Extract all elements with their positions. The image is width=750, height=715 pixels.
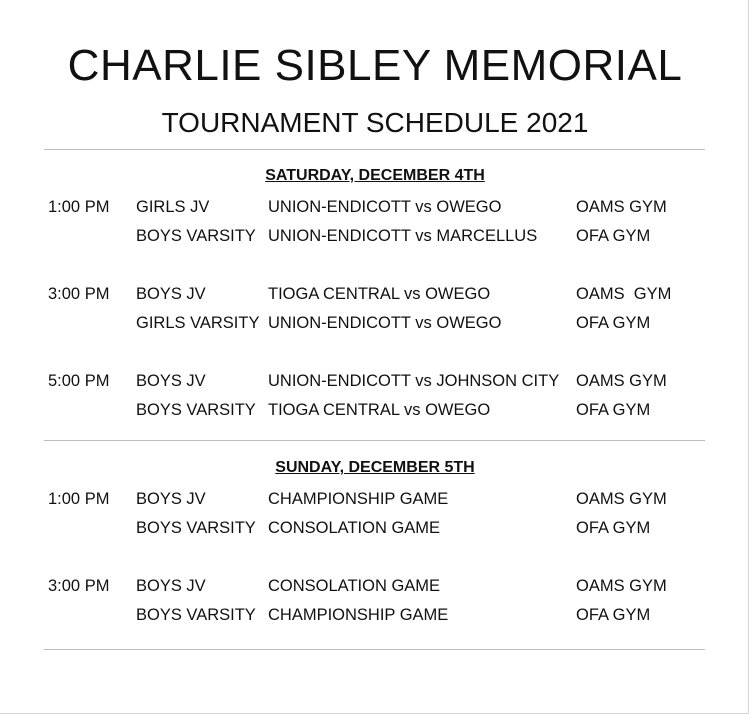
- game-time: 1:00 PM: [48, 490, 110, 508]
- schedule-row: [0, 399, 750, 421]
- game-matchup: CONSOLATION GAME: [268, 519, 441, 537]
- schedule-row: [0, 575, 750, 597]
- schedule-row: [0, 225, 750, 247]
- day-heading-saturday: SATURDAY, DECEMBER 4TH: [265, 167, 485, 184]
- game-division: GIRLS VARSITY: [136, 314, 260, 332]
- game-matchup: CHAMPIONSHIP GAME: [268, 606, 449, 624]
- game-matchup: TIOGA CENTRAL vs OWEGO: [268, 285, 491, 303]
- divider-middle: [44, 440, 705, 441]
- game-matchup: UNION-ENDICOTT vs MARCELLUS: [268, 227, 538, 245]
- game-matchup: UNION-ENDICOTT vs JOHNSON CITY: [268, 372, 560, 390]
- schedule-row: [0, 604, 750, 626]
- game-time: 5:00 PM: [48, 372, 110, 390]
- day-heading-sunday: SUNDAY, DECEMBER 5TH: [275, 459, 475, 476]
- game-location: OFA GYM: [576, 401, 651, 419]
- page-subtitle: TOURNAMENT SCHEDULE 2021: [161, 107, 589, 138]
- game-location: OFA GYM: [576, 519, 651, 537]
- page-title: CHARLIE SIBLEY MEMORIAL: [67, 41, 683, 90]
- game-location: OFA GYM: [576, 314, 651, 332]
- game-division: BOYS VARSITY: [136, 519, 256, 537]
- divider-bottom: [44, 649, 705, 650]
- game-location: OAMS GYM: [576, 577, 667, 595]
- game-division: BOYS VARSITY: [136, 401, 256, 419]
- game-division: BOYS JV: [136, 490, 206, 508]
- game-time: 3:00 PM: [48, 577, 110, 595]
- game-matchup: UNION-ENDICOTT vs OWEGO: [268, 198, 502, 216]
- game-matchup: UNION-ENDICOTT vs OWEGO: [268, 314, 502, 332]
- schedule-row: [0, 488, 750, 510]
- game-division: BOYS JV: [136, 285, 206, 303]
- schedule-row: [0, 196, 750, 218]
- game-location: OAMS GYM: [576, 372, 667, 390]
- schedule-row: [0, 283, 750, 305]
- game-time: 3:00 PM: [48, 285, 110, 303]
- game-division: BOYS VARSITY: [136, 227, 256, 245]
- game-location: OFA GYM: [576, 606, 651, 624]
- divider-top: [44, 149, 705, 150]
- game-location: OAMS GYM: [576, 285, 672, 303]
- game-location: OFA GYM: [576, 227, 651, 245]
- schedule-row: [0, 517, 750, 539]
- game-matchup: CONSOLATION GAME: [268, 577, 441, 595]
- game-division: BOYS JV: [136, 577, 206, 595]
- game-division: BOYS VARSITY: [136, 606, 256, 624]
- schedule-row: [0, 370, 750, 392]
- game-location: OAMS GYM: [576, 490, 667, 508]
- schedule-row: [0, 312, 750, 334]
- game-division: GIRLS JV: [136, 198, 210, 216]
- game-division: BOYS JV: [136, 372, 206, 390]
- game-matchup: TIOGA CENTRAL vs OWEGO: [268, 401, 491, 419]
- game-matchup: CHAMPIONSHIP GAME: [268, 490, 449, 508]
- game-location: OAMS GYM: [576, 198, 667, 216]
- game-time: 1:00 PM: [48, 198, 110, 216]
